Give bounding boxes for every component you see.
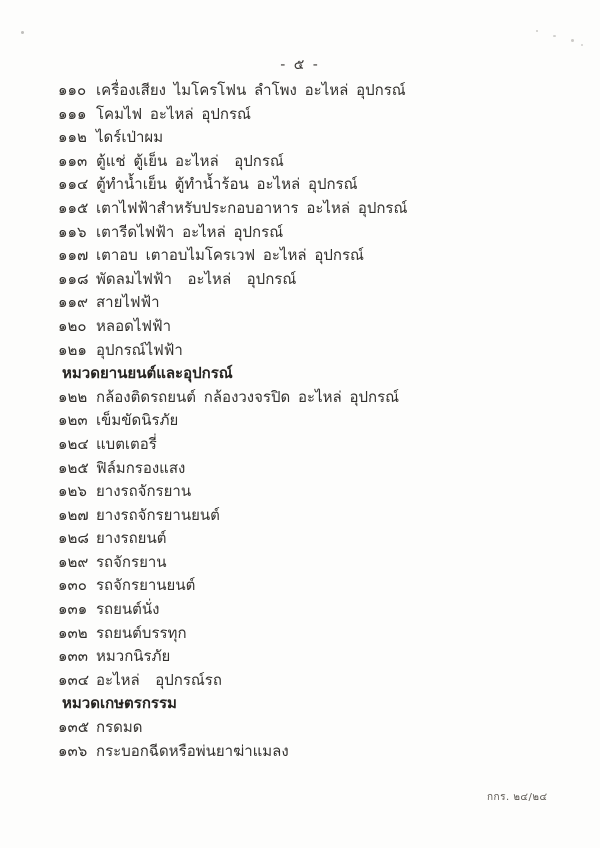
item-number: ๑๒๑ <box>58 340 87 359</box>
item-text: หมวกนิรภัย <box>96 647 171 666</box>
list-item <box>58 315 570 339</box>
item-number: ๑๓๕ <box>58 718 90 737</box>
item-number: ๑๒๗ <box>58 505 89 524</box>
item-number: ๑๓๑ <box>58 600 88 619</box>
item-list <box>58 79 570 763</box>
list-item <box>58 551 570 575</box>
item-text: ไดร์เป่าผม <box>96 128 164 147</box>
item-text: พัดลมไฟฟ้า อะไหล่ อุปกรณ์ <box>96 269 297 288</box>
item-text: กรดมด <box>96 718 143 737</box>
item-number: ๑๑๔ <box>58 175 89 194</box>
list-item <box>58 574 570 598</box>
item-number: ๑๑๘ <box>58 269 89 288</box>
item-number: ๑๒๓ <box>58 411 88 430</box>
list-item <box>58 291 570 315</box>
item-number: ๑๑๑ <box>58 104 87 123</box>
item-number: ๑๓๖ <box>58 741 88 760</box>
list-item <box>58 457 570 481</box>
list-item <box>58 79 570 103</box>
list-item <box>58 244 570 268</box>
list-item <box>58 527 570 551</box>
item-number: ๑๑๓ <box>58 151 88 170</box>
list-item <box>58 126 570 150</box>
item-text: หลอดไฟฟ้า <box>96 316 172 335</box>
item-number: ๑๑๙ <box>58 293 89 312</box>
item-text: เข็มขัดนิรภัย <box>96 411 179 430</box>
list-item <box>58 339 570 363</box>
item-number: ๑๑๕ <box>58 198 89 217</box>
item-number: ๑๒๙ <box>58 552 89 571</box>
page-number: - ๕ - <box>280 57 320 73</box>
item-text: สายไฟฟ้า <box>96 293 160 312</box>
section-title: หมวดเกษตรกรรม <box>62 694 177 713</box>
item-text: เครื่องเสียง ไมโครโฟน ลำโพง อะไหล่ อุปกรณ์ <box>96 81 406 99</box>
item-number: ๑๒๖ <box>58 482 87 501</box>
list-item <box>58 598 570 622</box>
item-number: ๑๑๒ <box>58 128 87 147</box>
footer-reference: กกร. ๒๔/๒๔ <box>487 792 548 803</box>
item-text: อะไหล่ อุปกรณ์รถ <box>96 670 222 689</box>
item-number: ๑๓๐ <box>58 576 87 595</box>
section-header <box>58 692 570 716</box>
item-number: ๑๓๔ <box>58 670 90 689</box>
item-number: ๑๓๒ <box>58 623 88 642</box>
list-item <box>58 173 570 197</box>
item-text: แบตเตอรี่ <box>96 434 157 453</box>
item-number: ๑๒๐ <box>58 316 87 335</box>
item-text: อุปกรณ์ไฟฟ้า <box>96 340 183 359</box>
item-text: ตู้ทำน้ำเย็น ตู้ทำน้ำร้อน อะไหล่ อุปกรณ์ <box>96 175 358 194</box>
list-item <box>58 409 570 433</box>
list-item <box>58 197 570 221</box>
list-item <box>58 645 570 669</box>
item-number: ๑๒๕ <box>58 458 89 477</box>
scan-speck <box>21 31 24 34</box>
list-item <box>58 103 570 127</box>
item-number: ๑๒๒ <box>58 387 88 406</box>
list-item <box>58 504 570 528</box>
item-text: โคมไฟ อะไหล่ อุปกรณ์ <box>96 104 251 123</box>
list-item <box>58 622 570 646</box>
list-item <box>58 150 570 174</box>
item-text: เตาไฟฟ้าสำหรับประกอบอาหาร อะไหล่ อุปกรณ์ <box>96 198 408 217</box>
item-text: ตู้แช่ ตู้เย็น อะไหล่ อุปกรณ์ <box>96 151 284 170</box>
item-number: ๑๒๘ <box>58 529 89 548</box>
list-item <box>58 716 570 740</box>
item-text: ยางรถจักรยาน <box>96 482 192 501</box>
item-text: กล้องติดรถยนต์ กล้องวงจรปิด อะไหล่ อุปกรณ์ <box>96 387 400 406</box>
item-text: ยางรถยนต์ <box>96 529 167 548</box>
list-item <box>58 386 570 410</box>
item-number: ๑๑๐ <box>58 81 87 99</box>
item-number: ๑๑๖ <box>58 222 87 241</box>
scan-speck <box>553 35 556 37</box>
list-item <box>58 669 570 693</box>
list-item <box>58 433 570 457</box>
item-number: ๑๓๓ <box>58 647 89 666</box>
section-title: หมวดยานยนต์และอุปกรณ์ <box>62 364 233 383</box>
item-text: กระบอกฉีดหรือพ่นยาฆ่าแมลง <box>96 741 289 760</box>
item-text: เตารีดไฟฟ้า อะไหล่ อุปกรณ์ <box>96 222 284 241</box>
item-text: รถจักรยานยนต์ <box>96 576 196 595</box>
item-text: รถยนต์บรรทุก <box>96 623 187 642</box>
item-number: ๑๑๗ <box>58 246 89 265</box>
list-item <box>58 740 570 764</box>
scan-speck <box>571 39 574 42</box>
item-text: ฟิล์มกรองแสง <box>96 458 186 477</box>
scan-speck <box>536 30 538 32</box>
scan-speck <box>581 44 583 46</box>
item-number: ๑๒๔ <box>58 434 89 453</box>
item-text: เตาอบ เตาอบไมโครเวฟ อะไหล่ อุปกรณ์ <box>96 246 364 265</box>
list-item <box>58 480 570 504</box>
list-item <box>58 268 570 292</box>
item-text: ยางรถจักรยานยนต์ <box>96 505 220 524</box>
list-item <box>58 221 570 245</box>
section-header <box>58 362 570 386</box>
item-text: รถยนต์นั่ง <box>96 600 160 619</box>
item-text: รถจักรยาน <box>96 552 167 571</box>
